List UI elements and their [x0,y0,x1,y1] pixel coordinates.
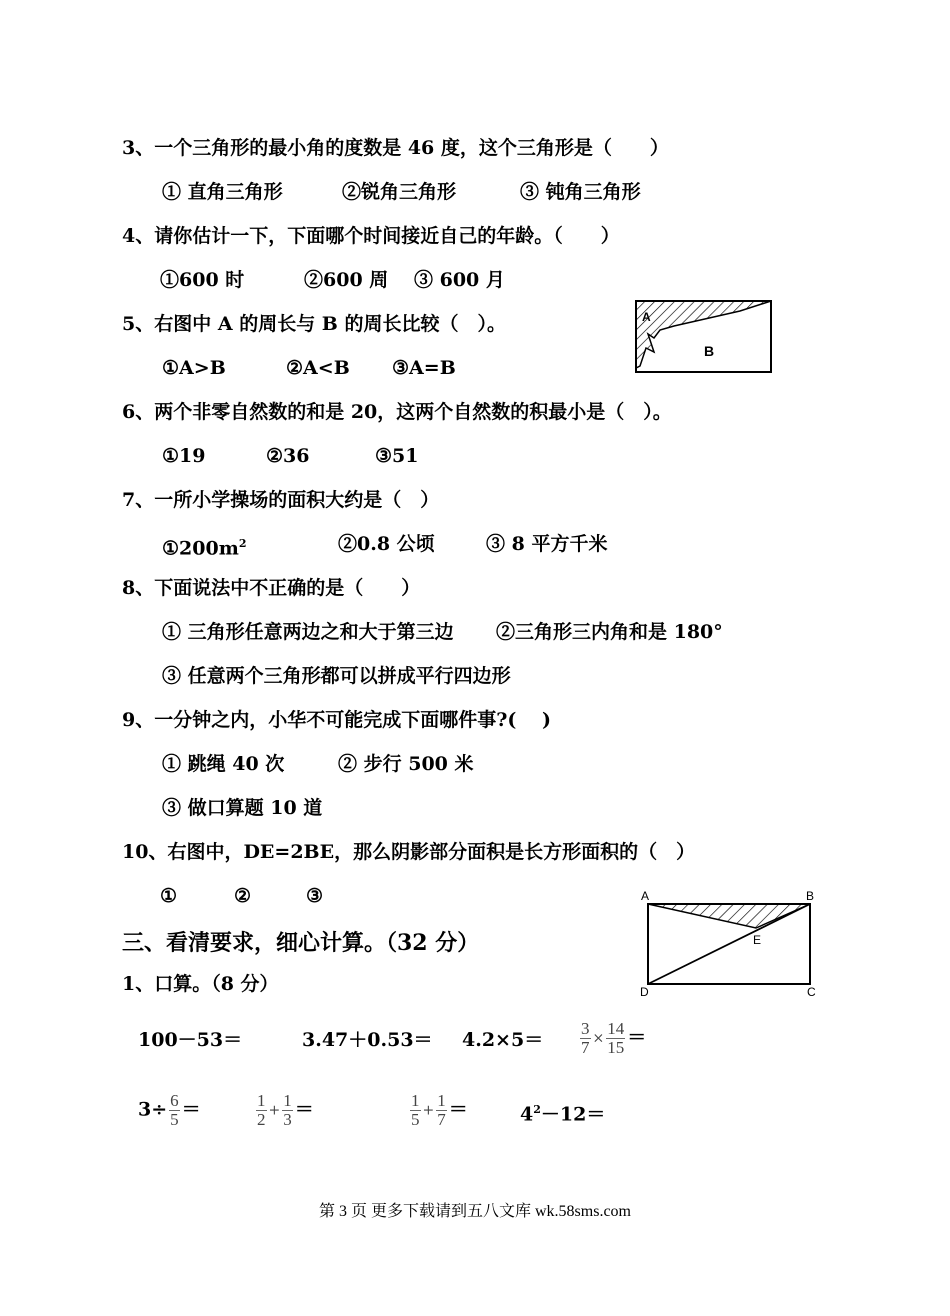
fraction [580,1020,591,1057]
operator: + [422,1102,435,1119]
q9-option-3: ③ 做口算题 10 道 [162,797,323,819]
q5-label-a: A [642,310,651,324]
fraction [169,1092,180,1129]
q10-label-e: E [753,933,762,947]
equals: ＝ [627,1026,647,1049]
calc-1-2: 3.47＋0.53＝ [302,1029,433,1051]
q10-option-3: ③ [306,885,324,907]
numerator: 1 [257,1091,266,1110]
calc-2-1 [138,1092,201,1129]
question-10: 10、右图中，DE=2BE，那么阴影部分面积是长方形面积的（ ） [122,841,696,863]
q3-option-2: ②锐角三角形 [342,181,457,203]
q10-figure [636,888,826,1000]
equals: ＝ [294,1098,314,1121]
q8-option-1: ① 三角形任意两边之和大于第三边 [162,621,454,643]
q4-option-1: ①600 时 [160,269,245,291]
numerator: 6 [170,1091,179,1110]
calc-1-4 [578,1020,646,1057]
q7-option-3: ③ 8 平方千米 [486,533,608,555]
q4-option-2: ②600 周 [304,269,389,291]
q9-option-1: ① 跳绳 40 次 [162,753,285,775]
calc-2-4 [520,1098,605,1126]
q9-option-2: ② 步行 500 米 [338,753,474,775]
fraction [606,1020,625,1057]
q6-option-3: ③51 [375,445,419,467]
q7-option-1 [162,532,246,560]
question-6: 6、两个非零自然数的和是 20，这两个自然数的积最小是（ ）。 [122,401,672,423]
denominator: 7 [581,1038,590,1057]
q7-option-1-text: ①200m [162,537,239,560]
calc-1-3: 4.2×5＝ [462,1029,544,1051]
equals: ＝ [448,1098,468,1121]
q3-option-3: ③ 钝角三角形 [520,181,641,203]
q5-option-3: ③A=B [392,357,456,379]
section-3-sub-1: 1、口算。（8 分） [122,973,279,995]
remainder: －12＝ [540,1103,606,1126]
calc-2-2 [254,1092,314,1129]
q6-option-2: ②36 [266,445,310,467]
fraction [436,1092,447,1129]
q8-option-3: ③ 任意两个三角形都可以拼成平行四边形 [162,665,511,687]
operator: + [268,1102,281,1119]
numerator: 1 [411,1091,420,1110]
question-4: 4、请你估计一下，下面哪个时间接近自己的年龄。（ ） [122,225,620,247]
q10-option-1: ① [160,885,178,907]
base: 4 [520,1103,534,1126]
denominator: 5 [411,1110,420,1129]
numerator: 1 [283,1091,292,1110]
prefix: 3÷ [138,1098,168,1121]
q10-label-b: B [806,889,815,903]
question-8: 8、下面说法中不正确的是（ ） [122,577,421,599]
q10-label-d: D [640,985,649,999]
q8-option-2: ②三角形三内角和是 180° [496,621,723,643]
numerator: 14 [607,1019,625,1038]
q5-label-b: B [704,343,715,359]
denominator: 2 [257,1110,266,1129]
denominator: 5 [170,1110,179,1129]
q5-option-2: ②A<B [286,357,350,379]
numerator: 3 [581,1019,590,1038]
q5-figure [630,296,776,376]
exponent: 2 [533,1103,541,1116]
denominator: 7 [437,1110,446,1129]
numerator: 1 [437,1091,446,1110]
question-7: 7、一所小学操场的面积大约是（ ） [122,489,440,511]
fraction [410,1092,421,1129]
q5-option-1: ①A>B [162,357,226,379]
question-9: 9、一分钟之内，小华不可能完成下面哪件事?( ) [122,709,551,731]
q6-option-1: ①19 [162,445,206,467]
calc-1-1: 100－53＝ [138,1029,243,1051]
calc-2-3 [408,1092,468,1129]
fraction [282,1092,293,1129]
denominator: 3 [283,1110,292,1129]
q10-label-a: A [641,889,650,903]
q7-option-1-sup: 2 [238,537,247,550]
equals: ＝ [181,1098,201,1121]
q7-option-2: ②0.8 公顷 [338,533,435,555]
q4-option-3: ③ 600 月 [414,269,505,291]
section-3-title: 三、看清要求，细心计算。（32 分） [122,930,480,956]
q3-option-1: ① 直角三角形 [162,181,283,203]
page-footer: 第 3 页 更多下载请到五八文库 wk.58sms.com [318,1203,631,1220]
q10-label-c: C [807,985,816,999]
question-5: 5、右图中 A 的周长与 B 的周长比较（ ）。 [122,313,506,335]
operator: × [592,1030,605,1047]
fraction [256,1092,267,1129]
q10-option-2: ② [234,885,252,907]
denominator: 15 [607,1038,625,1057]
question-3: 3、一个三角形的最小角的度数是 46 度，这个三角形是（ ） [122,137,669,159]
